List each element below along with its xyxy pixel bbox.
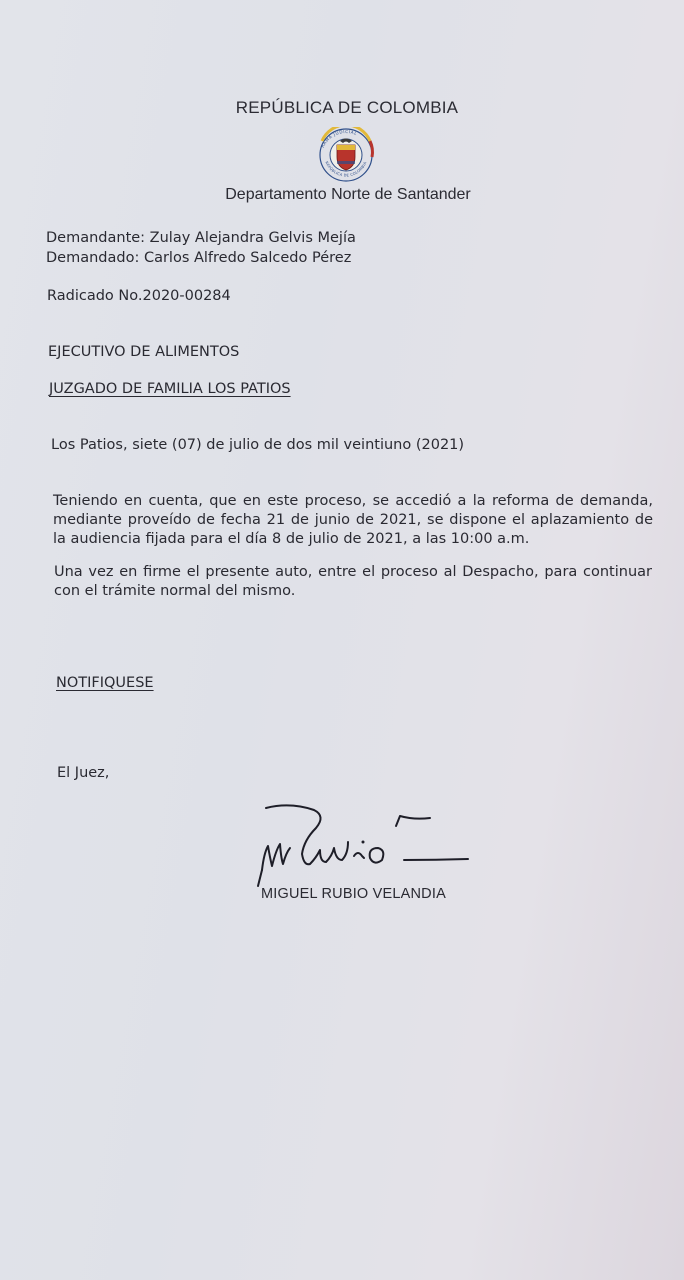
defendant-line: Demandado: Carlos Alfredo Salcedo Pérez xyxy=(46,250,352,266)
body-paragraph-1: Teniendo en cuenta, que en este proceso, se accedió a la reforma de demanda, mediante proveído de fecha 21 de junio de 2021, se dispone el aplazamiento de la audiencia fijada para el día 8 de julio de 2021, a las 10:00 a.m. xyxy=(53,493,653,547)
seal-ring-top-text: RAMA JUDICIAL xyxy=(320,128,359,149)
date-line: Los Patios, siete (07) de julio de dos mil veintiuno (2021) xyxy=(51,437,465,453)
seal-ring-bottom-text: REPÚBLICA DE COLOMBIA xyxy=(324,160,368,178)
country-heading: REPÚBLICA DE COLOMBIA xyxy=(235,98,459,117)
judicial-seal-icon xyxy=(313,127,379,183)
case-number: Radicado No.2020-00284 xyxy=(47,288,231,304)
department-heading: Departamento Norte de Santander xyxy=(225,186,471,203)
court-name: JUZGADO DE FAMILIA LOS PATIOS xyxy=(49,381,291,397)
handwritten-signature xyxy=(250,798,480,890)
notify-heading: NOTIFIQUESE xyxy=(56,675,154,691)
judge-name: MIGUEL RUBIO VELANDIA xyxy=(261,886,446,902)
plaintiff-line: Demandante: Zulay Alejandra Gelvis Mejía xyxy=(46,230,356,246)
case-type: EJECUTIVO DE ALIMENTOS xyxy=(48,344,240,360)
body-paragraph-2: Una vez en firme el presente auto, entre el proceso al Despacho, para continuar con el trámite normal del mismo. xyxy=(54,564,652,599)
closing-line: El Juez, xyxy=(57,765,110,781)
